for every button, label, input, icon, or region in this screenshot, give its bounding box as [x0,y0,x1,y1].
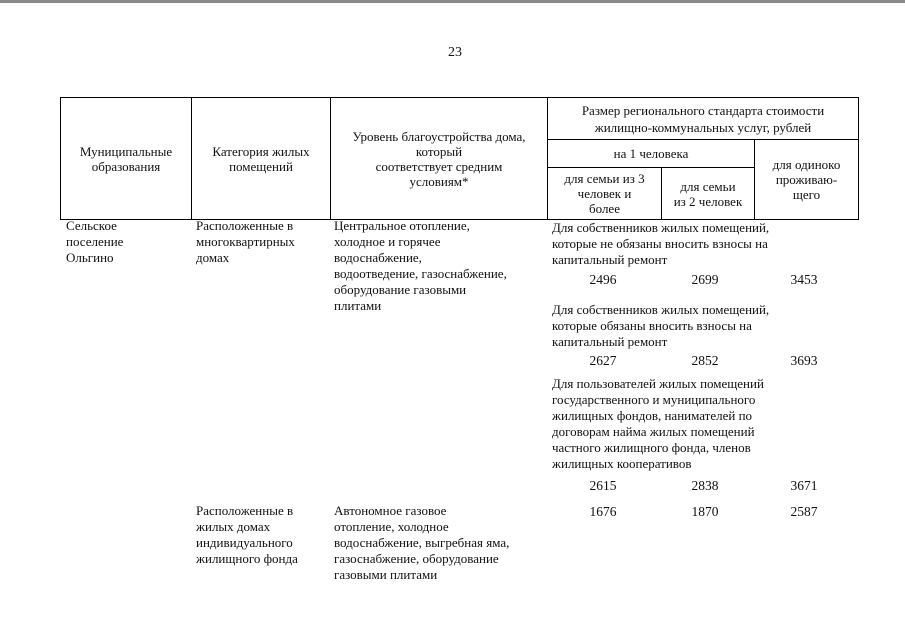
group-3-family3: 2615 [589,478,617,493]
page-number: 23 [448,45,462,60]
group-1-single: 3453 [790,272,818,287]
group-2-single: 3693 [790,353,818,368]
header-family-2: для семьи из 2 человек [661,167,754,219]
group-2-family3: 2627 [589,353,617,368]
table-border-right [858,97,859,220]
group-3-title: Для пользователей жилых помещений государственного и муниципального жилищных фондов, нанимателей по договорам найма жилых помещений частного жилищного фонда, членов жилищных кооперативов [552,376,764,471]
category-apartment-buildings: Расположенные в многоквартирных домах [196,218,295,265]
row-2-family3: 1676 [589,504,617,519]
row-2-family2: 1870 [691,504,719,519]
header-single: для одиноко проживаю- щего [754,139,858,219]
header-standard-cost: Размер регионального стандарта стоимости жилищно-коммунальных услуг, рублей [547,97,858,139]
group-2-title: Для собственников жилых помещений, которые обязаны вносить взносы на капитальный ремонт [552,302,770,349]
group-3-single: 3671 [790,478,818,493]
header-family-3: для семьи из 3 человек и более [547,167,661,219]
improvement-level-1: Центральное отопление, холодное и горячее водоснабжение, водоотведение, газоснабжение, оборудование газовыми плитами [334,218,507,313]
header-category: Категория жилых помещений [191,97,330,219]
header-municipality: Муниципальные образования [60,97,191,219]
group-2-family2: 2852 [691,353,719,368]
scan-edge [0,0,905,3]
header-improvement-level: Уровень благоустройства дома, который соответствует средним условиям* [330,97,547,219]
group-1-title: Для собственников жилых помещений, которые не обязаны вносить взносы на капитальный ремонт [552,220,770,267]
group-1-family3: 2496 [589,272,617,287]
municipality-name: Сельское поселение Ольгино [66,218,124,265]
category-individual-houses: Расположенные в жилых домах индивидуального жилищного фонда [196,503,298,566]
header-per-person: на 1 человека [547,139,754,167]
row-2-single: 2587 [790,504,818,519]
group-1-family2: 2699 [691,272,719,287]
improvement-level-2: Автономное газовое отопление, холодное водоснабжение, выгребная яма, газоснабжение, оборудование газовыми плитами [334,503,510,582]
group-3-family2: 2838 [691,478,719,493]
